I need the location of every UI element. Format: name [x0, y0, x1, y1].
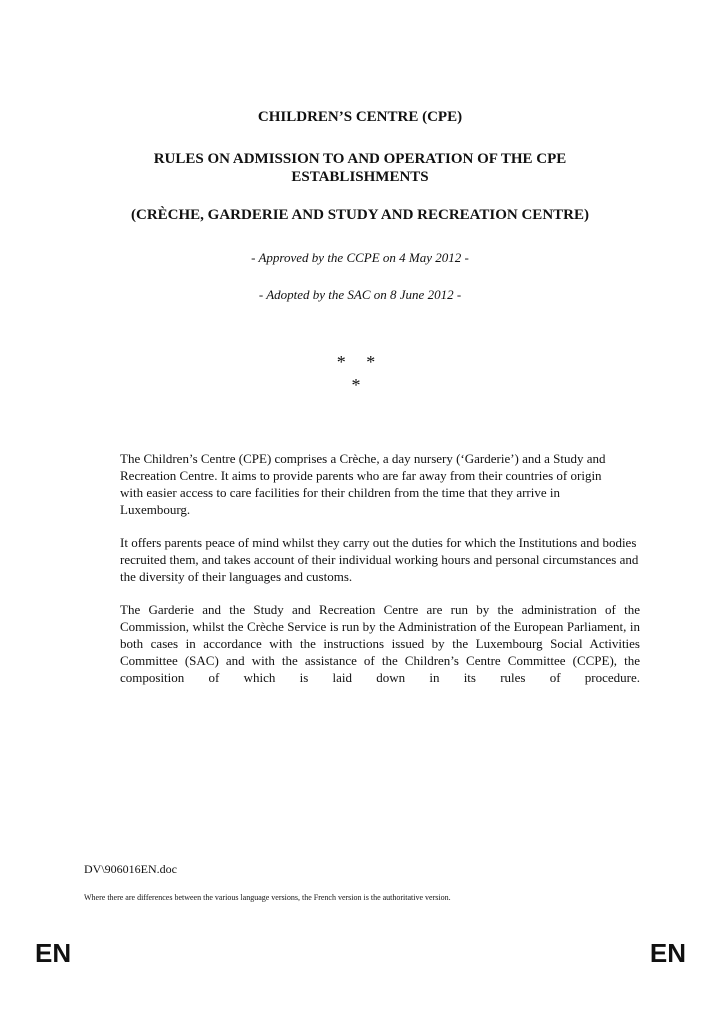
language-code-right: EN [649, 938, 686, 968]
paragraph-1: The Children’s Centre (CPE) comprises a Crèche, a day nursery (‘Garderie’) and a Study and Recreation Centre. It aims to provide parents who are far away from their countries of origin with easier access to care facilities for their children from the time that they arrive in Luxembourg. [120, 451, 606, 517]
document-reference: DV\906016EN.doc [84, 862, 177, 876]
title-line-1: CHILDREN’S CENTRE (CPE) [257, 109, 463, 125]
title-line-2: RULES ON ADMISSION TO AND OPERATION OF THE CPE ESTABLISHMENTS [153, 151, 567, 185]
language-code-left: EN [35, 938, 72, 968]
title-line-3: (CRÈCHE, GARDERIE AND STUDY AND RECREATION CENTRE) [131, 207, 589, 223]
language-version-note: Where there are differences between the various language versions, the French version is the authoritative version. [84, 893, 451, 902]
adoption-note: - Adopted by the SAC on 8 June 2012 - [258, 287, 462, 302]
asterism-top: * * [336, 352, 384, 372]
paragraph-2: It offers parents peace of mind whilst they carry out the duties for which the Institutions and bodies recruited them, and takes account of their individual working hours and personal circumstances and the diversity of their languages and customs. [120, 535, 639, 584]
asterism-bottom: * [351, 375, 369, 395]
paragraph-3: The Garderie and the Study and Recreation Centre are run by the administration of the Commission, whilst the Crèche Service is run by the Administration of the European Parliament, in both cases in accordance with the instructions issued by the Luxembourg Social Activities Committee (SAC) and with the assistance of the Children’s Centre Committee (CCPE), the composition of which is laid down in its rules of procedure. [120, 602, 640, 685]
approval-note: - Approved by the CCPE on 4 May 2012 - [251, 250, 469, 265]
